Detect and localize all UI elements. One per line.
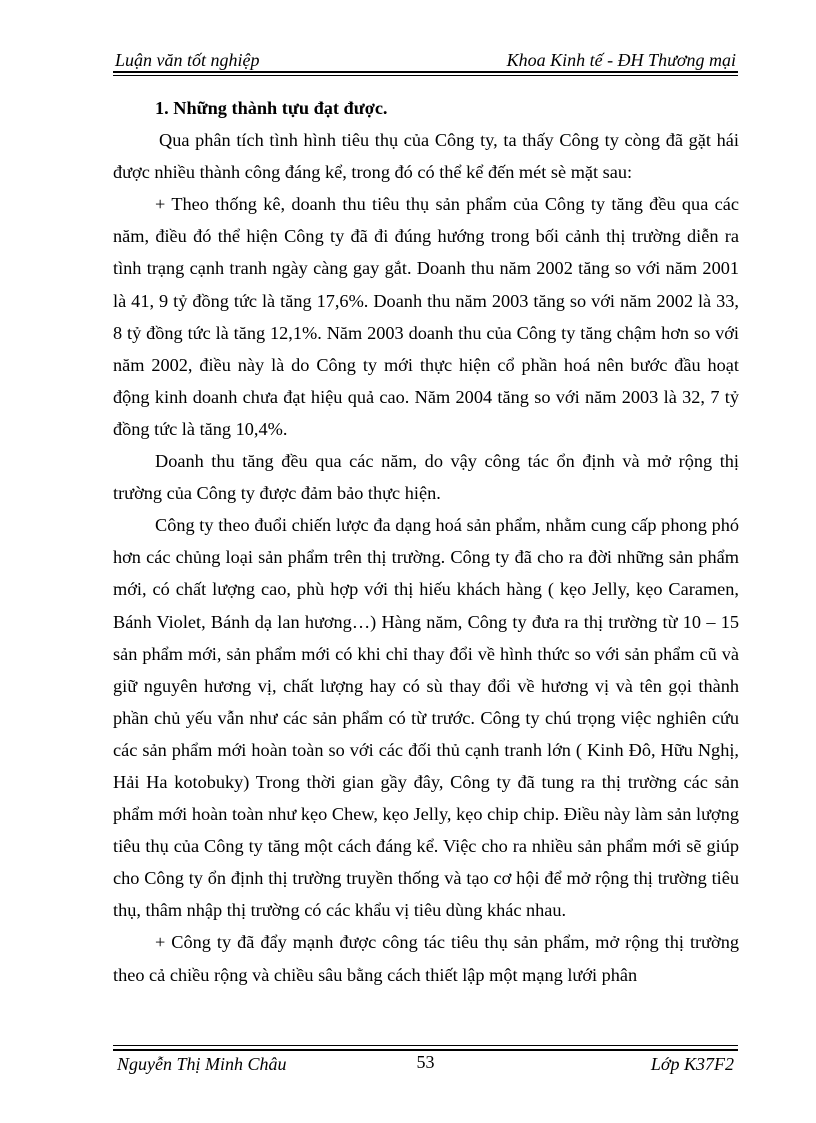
paragraph-product-strategy: Công ty theo đuổi chiến lược đa dạng hoá sản phẩm, nhằm cung cấp phong phó hơn các chủng loại sản phẩm trên thị trường. Công ty đã cho ra đời những sản phẩm mới, có chất lượng cao, phù hợp với thị hiếu khách hàng ( kẹo Jelly, kẹo Caramen, Bánh Violet, Bánh dạ lan hương…) Hàng năm, Công ty đưa ra thị trường từ 10 – 15 sản phẩm mới, sản phẩm mới có khi chỉ thay đổi về hình thức so với sản phẩm cũ và giữ nguyên hương vị, chất lượng hay có sù thay đổi về hương vị và tên gọi thành phần chủ yếu vẫn như các sản phẩm có từ trước. Công ty chú trọng việc nghiên cứu các sản phẩm mới hoàn toàn so với các đối thủ cạnh tranh lớn ( Kinh Đô, Hữu Nghị, Hải Ha kotobuky) Trong thời gian gầy đây, Công ty đã tung ra thị trường các sản phẩm mới hoàn toàn như kẹo Chew, kẹo Jelly, kẹo chip chip. Điều này làm sản lượng tiêu thụ của Công ty tăng một cách đáng kể. Việc cho ra nhiều sản phẩm mới sẽ giúp cho Công ty ổn định thị trường truyền thống và tạo cơ hội để mở rộng thị trường tiêu thụ, thâm nhập thị trường có các khẩu vị tiêu dùng khác nhau.	[113, 515, 739, 921]
paragraph-intro: Qua phân tích tình hình tiêu thụ của Công ty, ta thấy Công ty còng đã gặt hái được nhiều thành công đáng kể, trong đó có thể kể đến mét sè mặt sau:	[113, 130, 739, 183]
page-header	[113, 48, 738, 70]
header-rule-thin	[113, 75, 738, 76]
footer-rule	[113, 1049, 738, 1051]
section-heading: 1. Những thành tựu đạt được.	[155, 98, 388, 118]
paragraph-distribution: + Công ty đã đẩy mạnh được công tác tiêu thụ sản phẩm, mở rộng thị trường theo cả chiều rộng và chiều sâu bằng cách thiết lập một mạng lưới phân	[113, 932, 739, 985]
header-faculty-label: Khoa Kinh tế - ĐH Thương mại	[506, 50, 736, 70]
footer-rule-thin	[113, 1045, 738, 1046]
header-rule	[113, 71, 738, 73]
paragraph-market-stability: Doanh thu tăng đều qua các năm, do vậy công tác ổn định và mở rộng thị trường của Công ty được đảm bảo thực hiện.	[113, 451, 739, 504]
page-footer	[113, 1052, 738, 1076]
header-thesis-label: Luận văn tốt nghiệp	[115, 50, 260, 70]
footer-author: Nguyễn Thị Minh Châu	[117, 1054, 287, 1074]
paragraph-revenue: + Theo thống kê, doanh thu tiêu thụ sản phẩm của Công ty tăng đều qua các năm, điều đó thể hiện Công ty đã đi đúng hướng trong bối cảnh thị trường diễn ra tình trạng cạnh tranh ngày càng gay gắt. Doanh thu năm 2002 tăng so với năm 2001 là 41, 9 tỷ đồng tức là tăng 17,6%. Doanh thu năm 2003 tăng so với năm 2002 là 33, 8 tỷ đồng tức là tăng 12,1%. Năm 2003 doanh thu của Công ty tăng chậm hơn so với năm 2002, điều này là do Công ty mới thực hiện cổ phần hoá nên bước đầu hoạt động kinh doanh chưa đạt hiệu quả cao. Năm 2004 tăng so với năm 2003 là 32, 7 tỷ đồng tức là tăng 10,4%.	[113, 194, 739, 439]
page-body	[113, 92, 739, 991]
page-number: 53	[416, 1052, 435, 1072]
footer-class: Lớp K37F2	[650, 1054, 734, 1074]
